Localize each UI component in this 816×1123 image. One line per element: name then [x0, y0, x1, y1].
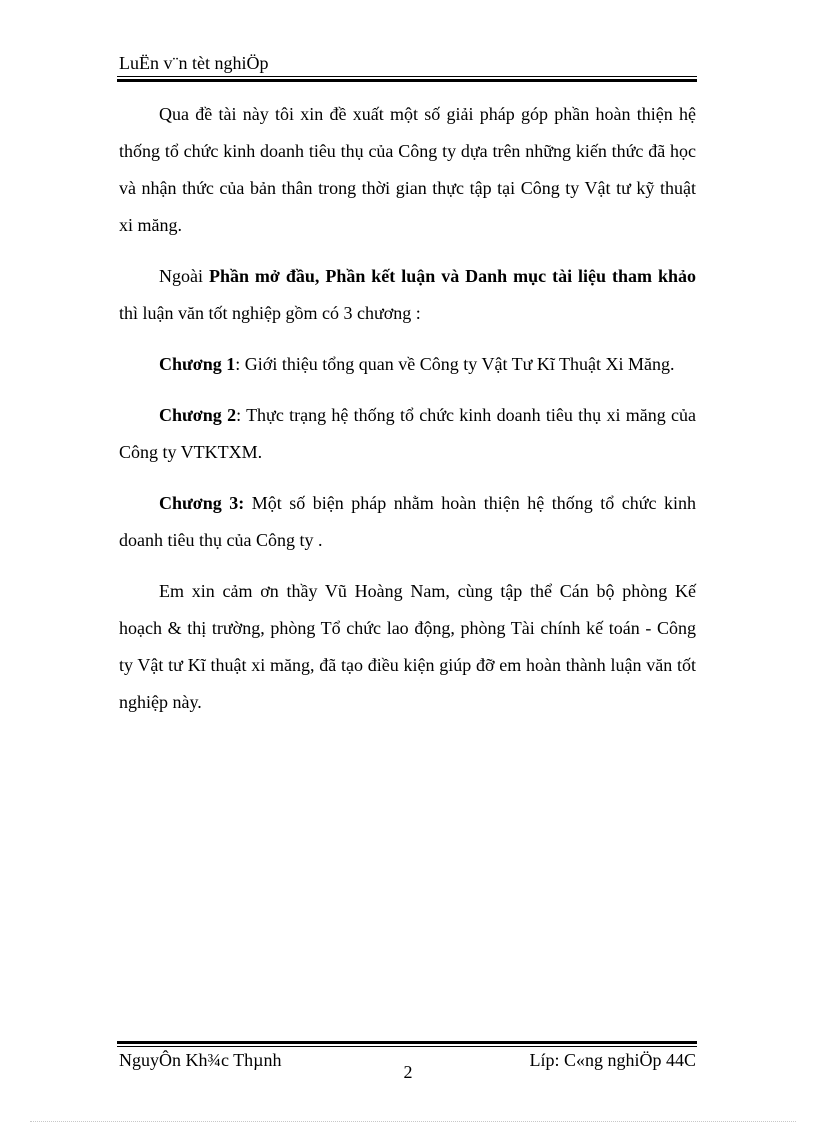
footer-rule-thin	[117, 1046, 697, 1047]
header-rule-thin	[117, 76, 697, 77]
footer-class: Líp: C«ng nghiÖp 44C	[529, 1050, 696, 1070]
paragraph-chapter-2: Chương 2: Thực trạng hệ thống tổ chức kinh doanh tiêu thụ xi măng của Công ty VTKTXM.	[119, 405, 697, 462]
paragraph-intro: Qua đề tài này tôi xin đề xuất một số giải pháp góp phần hoàn thiện hệ thống tổ chức kinh doanh tiêu thụ của Công ty dựa trên những kiến thức đã học và nhận thức của bản thân trong thời gian thực tập tại Công ty Vật tư kỹ thuật xi măng.	[119, 104, 696, 235]
footer-author: NguyÔn Kh¾c Thµnh	[119, 1050, 282, 1070]
page-bottom-dotted-line	[30, 1121, 796, 1122]
paragraph-chapter-3: Chương 3: Một số biện pháp nhằm hoàn thiện hệ thống tổ chức kinh doanh tiêu thụ của Công ty .	[119, 493, 696, 550]
paragraph-structure: Ngoài Phần mở đầu, Phần kết luận và Danh mục tài liệu tham khảo thì luận văn tốt nghiệp gồm có 3 chương :	[119, 266, 696, 323]
header-title: LuËn v¨n tèt nghiÖp	[119, 53, 269, 73]
header-rule-thick	[117, 79, 697, 82]
paragraph-thanks: Em xin cảm ơn thầy Vũ Hoàng Nam, cùng tập thể Cán bộ phòng Kế hoạch & thị trường, phòng Tổ chức lao động, phòng Tài chính kế toán - Công ty Vật tư Kĩ thuật xi măng, đã tạo điều kiện giúp đỡ em hoàn thành luận văn tốt nghiệp này.	[119, 581, 696, 712]
structure-bold-text: Phần mở đầu, Phần kết luận và Danh mục tài liệu tham khảo	[208, 266, 696, 286]
document-body	[119, 96, 696, 735]
chapter-1-label: Chương 1	[159, 354, 236, 374]
page-number: 2	[403, 1062, 413, 1082]
chapter-3-label: Chương 3:	[159, 493, 245, 513]
chapter-2-label: Chương 2	[159, 405, 237, 425]
paragraph-chapter-1: Chương 1: Giới thiệu tổng quan về Công ty Vật Tư Kĩ Thuật Xi Măng.	[159, 354, 675, 374]
footer-rule-thick	[117, 1041, 697, 1044]
